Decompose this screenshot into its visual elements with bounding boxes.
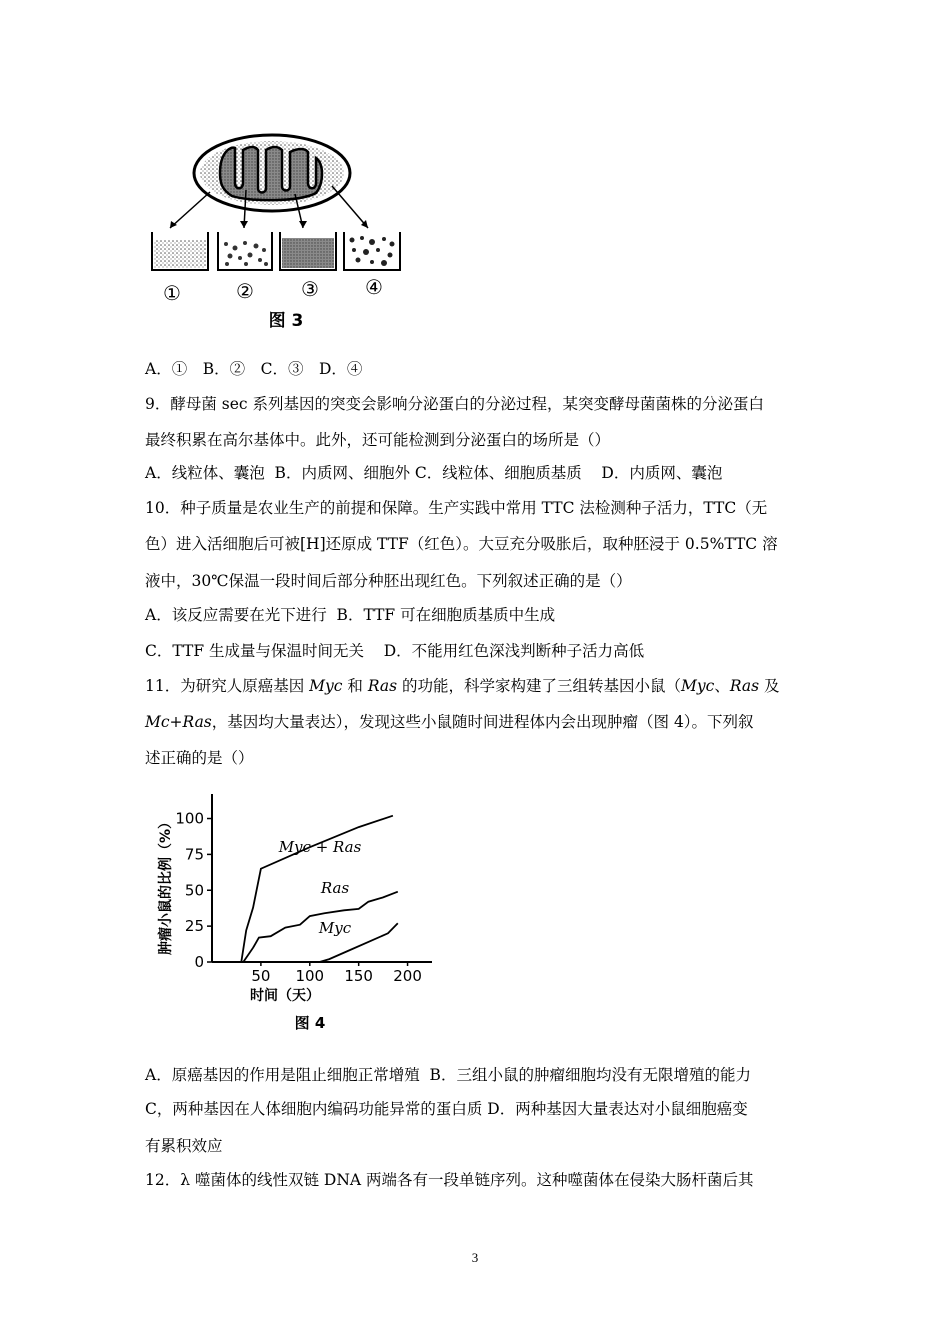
q8-options: A．① B．② C．③ D．④ [145, 360, 363, 378]
series-label: Ras [320, 879, 350, 897]
q10-option-ab: A．该反应需要在光下进行 B．TTF 可在细胞质基质中生成 [145, 606, 556, 624]
tumor-incidence-chart [150, 790, 450, 1040]
q10-line-1: 10．种子质量是农业生产的前提和保障。生产实践中常用 TTC 法检测种子活力，TTC（无 [145, 499, 768, 517]
q11-option-ab: A．原癌基因的作用是阻止细胞正常增殖 B．三组小鼠的肿瘤细胞均没有无限增殖的能力 [145, 1066, 751, 1084]
series-label: Myc [318, 919, 352, 937]
x-tick-label: 50 [251, 967, 271, 985]
series-label: Myc + Ras [278, 838, 362, 856]
q11-option-d-cont: 有累积效应 [145, 1137, 223, 1155]
mitochondrion-diagram [140, 128, 420, 338]
q10-line-2: 色）进入活细胞后可被[H]还原成 TTF（红色）。大豆充分吸胀后，取种胚浸于 0.5%TTC 溶 [145, 535, 778, 553]
figure-4 [150, 790, 450, 1040]
marker-2: ② [236, 279, 254, 303]
x-tick-label: 100 [295, 967, 325, 985]
gene-myc: Myc [681, 677, 715, 695]
q11-text: 、 [714, 677, 730, 695]
marker-4: ④ [365, 275, 383, 299]
figure-3-caption: 图 3 [268, 311, 304, 331]
gene-ras: Ras [367, 677, 398, 695]
x-tick-label: 200 [393, 967, 422, 985]
q11-line-3: 述正确的是（） [145, 749, 254, 767]
q11-text: 的功能，科学家构建了三组转基因小鼠（ [397, 677, 681, 695]
x-axis-label: 时间（天） [250, 988, 320, 1004]
marker-3: ③ [301, 277, 319, 301]
q11-text: 及 [759, 677, 780, 695]
page-number: 3 [471, 1250, 479, 1265]
q12-line-1: 12．λ 噬菌体的线性双链 DNA 两端各有一段单链序列。这种噬菌体在侵染大肠杆菌后其 [145, 1171, 754, 1189]
y-tick-label: 100 [175, 809, 204, 828]
x-tick-label: 150 [344, 967, 373, 985]
gene-ras: Ras [729, 677, 760, 695]
q11-text: ，基因均大量表达），发现这些小鼠随时间进程体内会出现肿瘤（图 4）。下列叙 [211, 713, 754, 731]
q11-text: 11．为研究人原癌基因 [145, 677, 310, 695]
q9-line-1: 9．酵母菌 sec 系列基因的突变会影响分泌蛋白的分泌过程，某突变酵母菌菌株的分泌蛋白 [145, 395, 765, 413]
q11-line-1 [145, 675, 780, 697]
q11-option-cd: C，两种基因在人体细胞内编码功能异常的蛋白质 D．两种基因大量表达对小鼠细胞癌变 [145, 1100, 748, 1118]
figure-4-caption: 图 4 [294, 1014, 326, 1032]
q9-line-2: 最终积累在高尔基体中。此外，还可能检测到分泌蛋白的场所是（） [145, 431, 611, 449]
q11-line-2 [145, 711, 754, 733]
y-axis-label: 肿瘤小鼠的比例（%） [158, 814, 174, 956]
y-tick-label: 25 [184, 917, 204, 936]
q10-line-3: 液中，30℃保温一段时间后部分种胚出现红色。下列叙述正确的是（） [145, 572, 632, 590]
figure-3 [140, 128, 420, 338]
q10-option-cd: C．TTF 生成量与保温时间无关 D．不能用红色深浅判断种子活力高低 [145, 642, 645, 660]
q11-text: 和 [342, 677, 368, 695]
y-tick-label: 0 [194, 953, 204, 971]
gene-myc: Myc [309, 677, 343, 695]
gene-mc-ras: Mc+Ras [145, 713, 212, 731]
marker-1: ① [163, 281, 181, 305]
y-tick-label: 50 [184, 881, 204, 900]
q9-options: A．线粒体、囊泡 B．内质网、细胞外 C．线粒体、细胞质基质 D．内质网、囊泡 [145, 464, 723, 482]
y-tick-label: 75 [184, 845, 204, 864]
